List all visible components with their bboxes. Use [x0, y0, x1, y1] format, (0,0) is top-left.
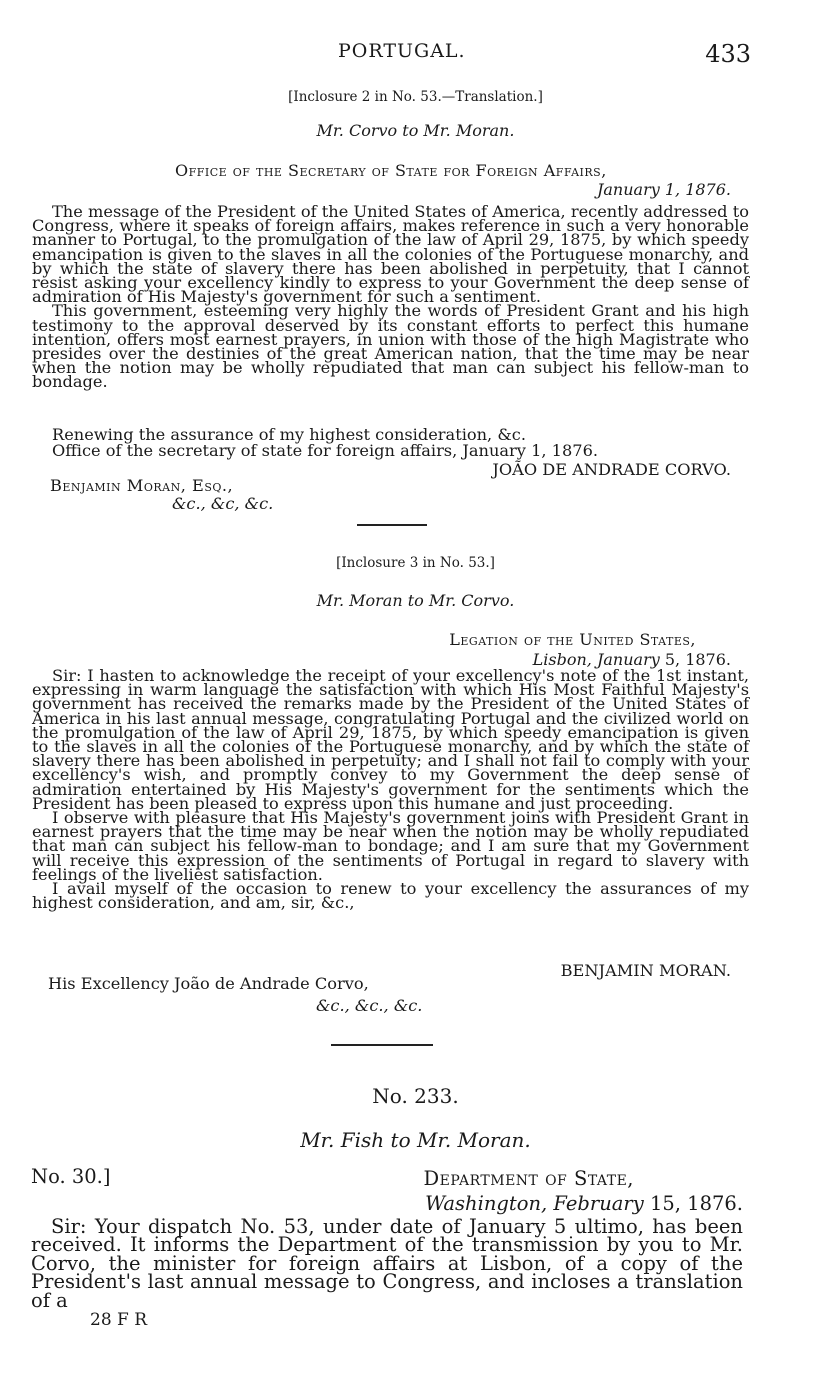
- no233-reference: No. 30.]: [31, 1165, 111, 1188]
- inclosure-3-paragraph-3: I avail myself of the occasion to renew to your excellency the assurances of my highest consideration, and am, sir, &c.,: [32, 879, 749, 913]
- inclosure-2-paragraph-1: The message of the President of the United States of America, recently addressed to Congress, where it speaks of foreign affairs, makes reference in such a very honorable manner to Portugal, to the promulgation of the law of April 29, 1875, by which speedy emancipation is given to the slaves in all the colonies of the Portuguese monarchy, and by which the state of slavery there has been abolished in perpetuity, that I cannot resist asking your excellency kindly to express to your Government the deep sense of admiration of His Majesty's government for such a sentiment.: [32, 202, 749, 307]
- no233-place: Washington, February: [425, 1192, 644, 1215]
- inclosure-2-paragraph-2: This government, esteeming very highly the words of President Grant and his high testimony to the approval deserved by its constant efforts to perfect this humane intention, offers most earnest prayers, in union with those of the high Magistrate who presides over the destinies of the great American nation, that the time may be near when the notion may be wholly repudiated that man can subject his fellow-man to bondage.: [32, 301, 749, 392]
- inclosure-3-addressee-etc: &c., &c., &c.: [316, 996, 423, 1015]
- inclosure-2-date-text: January 1, 1876.: [596, 180, 731, 199]
- inclosure-3-office: Legation of the United States,: [449, 630, 696, 649]
- inclosure-2-closing: Renewing the assurance of my highest consideration, &c.: [52, 425, 526, 444]
- inclosure-3-addressee: His Excellency João de Andrade Corvo,: [48, 974, 369, 993]
- no233-office: Department of State,: [423, 1167, 634, 1190]
- section-divider: [357, 524, 427, 526]
- section-divider-2: [331, 1044, 433, 1046]
- inclosure-2-body: [32, 202, 749, 392]
- inclosure-3-label: [Inclosure 3 in No. 53.]: [336, 555, 495, 571]
- inclosure-2-date: [597, 180, 731, 199]
- inclosure-3-signature: BENJAMIN MORAN.: [560, 961, 731, 980]
- no233-paragraph: Sir: Your dispatch No. 53, under date of January 5 ultimo, has been received. It informs the Department of the transmission by you to Mr. Corvo, the minister for foreign affairs at Lisbon, of a copy of the President's last annual message to Congress, and incloses a translation of a: [31, 1215, 743, 1312]
- inclosure-2-closing-place: Office of the secretary of state for foreign affairs, January 1, 1876.: [52, 441, 599, 460]
- inclosure-3-paragraph-2: I observe with pleasure that His Majesty's government joins with President Grant in earnest prayers that the time may be near when the notion may be wholly repudiated that man can subject his fellow-man to bondage; and I am sure that my Government will receive this expression of the sentiments of Portugal in regard to slavery with feelings of the liveliest satisfaction.: [32, 808, 749, 884]
- no233-heading: Mr. Fish to Mr. Moran.: [300, 1128, 531, 1152]
- inclosure-3-paragraph-1: Sir: I hasten to acknowledge the receipt of your excellency's note of the 1st instant, expressing in warm language the satisfaction with which His Most Faithful Majesty's government has received the remarks made by the President of the United States of America in his last annual message, congratulating Portugal and the civilized world on the promulgation of the law of April 29, 1875, by which speedy emancipation is given to the slaves in all the colonies of the Portuguese monarchy, and by which the state of slavery there has been abolished in perpetuity; and I shall not fail to comply with your excellency's wish, and promptly convey to my Government the deep sense of admiration entertained by His Majesty's government for the sentiments which the President has been pleased to express upon this humane and just proceeding.: [32, 666, 749, 813]
- no233-dateline: [425, 1192, 743, 1215]
- inclosure-2-label: [Inclosure 2 in No. 53.—Translation.]: [288, 89, 543, 105]
- running-title: PORTUGAL.: [338, 40, 466, 62]
- signature-mark: 28 F R: [90, 1310, 148, 1330]
- inclosure-2-addressee: Benjamin Moran, Esq.,: [50, 476, 234, 495]
- inclosure-3-place: Lisbon, January: [532, 650, 660, 669]
- inclosure-2-heading: Mr. Corvo to Mr. Moran.: [316, 121, 515, 140]
- document-number: No. 233.: [372, 1084, 459, 1108]
- inclosure-3-heading: Mr. Moran to Mr. Corvo.: [316, 591, 515, 610]
- inclosure-2-signature: JOÃO DE ANDRADE CORVO.: [492, 460, 731, 479]
- inclosure-3-date: 5, 1876.: [664, 650, 731, 669]
- page-number: 433: [705, 40, 751, 68]
- no233-date: 15, 1876.: [649, 1192, 743, 1215]
- inclosure-2-office: Office of the Secretary of State for Foreign Affairs,: [175, 161, 607, 180]
- inclosure-3-body: [32, 666, 749, 913]
- inclosure-2-addressee-etc: &c., &c, &c.: [172, 494, 274, 513]
